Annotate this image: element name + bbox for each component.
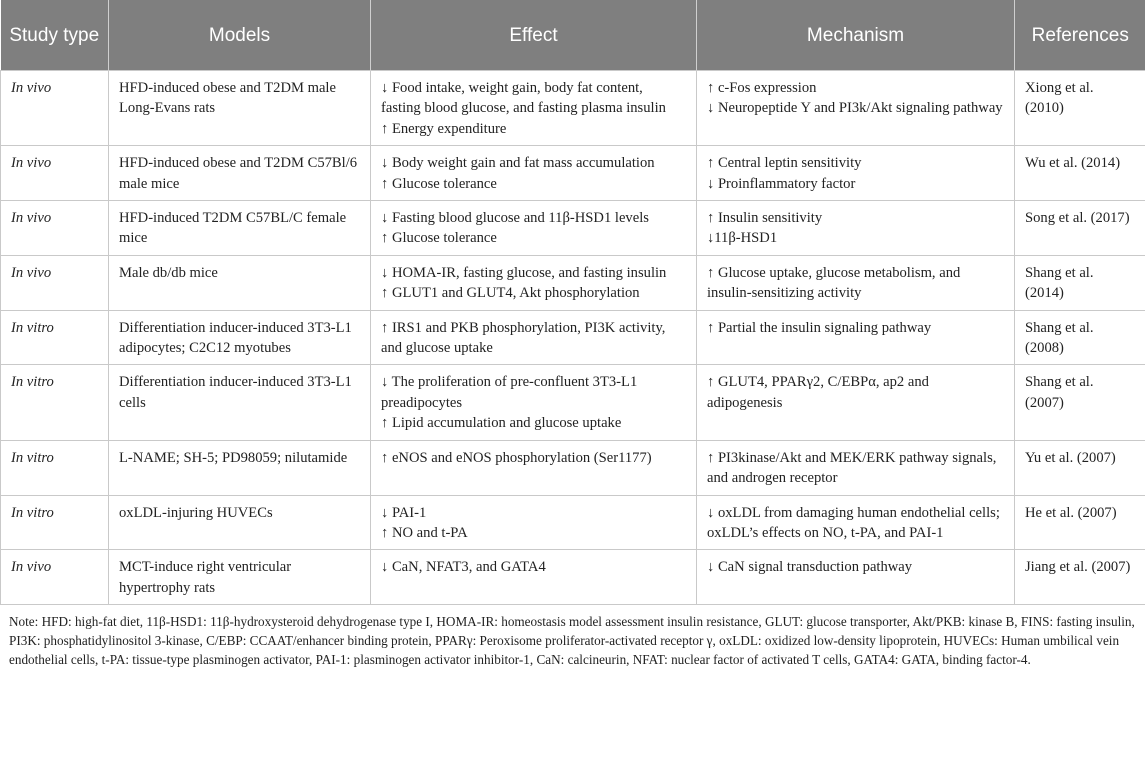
table-row <box>1 440 1145 495</box>
effect-line: ↓ Body weight gain and fat mass accumulation <box>381 155 655 172</box>
effect-line: ↑ Glucose tolerance <box>381 175 497 192</box>
mechanism-cell <box>697 255 1015 310</box>
effect-cell <box>371 365 697 440</box>
header-mechanism: Mechanism <box>697 0 1015 71</box>
reference-cell: Xiong et al. (2010) <box>1015 71 1145 146</box>
effect-line: ↑ Lipid accumulation and glucose uptake <box>381 415 622 432</box>
model-cell: oxLDL-injuring HUVECs <box>109 495 371 550</box>
table-row <box>1 71 1145 146</box>
table-row <box>1 495 1145 550</box>
reference-cell: Shang et al. (2008) <box>1015 310 1145 365</box>
mechanism-line: ↓11β-HSD1 <box>707 230 778 247</box>
table-row <box>1 255 1145 310</box>
mechanism-line: ↓ CaN signal transduction pathway <box>707 559 913 576</box>
model-cell: MCT-induce right ventricular hypertrophy rats <box>109 550 371 605</box>
model-cell: HFD-induced T2DM C57BL/C female mice <box>109 201 371 256</box>
effect-cell <box>371 201 697 256</box>
study-type-cell: In vivo <box>1 201 109 256</box>
mechanism-cell <box>697 440 1015 495</box>
model-cell: HFD-induced obese and T2DM C57Bl/6 male mice <box>109 146 371 201</box>
mechanism-line: ↓ Neuropeptide Y and PI3k/Akt signaling pathway <box>707 100 1003 117</box>
reference-cell: He et al. (2007) <box>1015 495 1145 550</box>
mechanism-cell <box>697 495 1015 550</box>
study-type-cell: In vitro <box>1 495 109 550</box>
mechanism-cell <box>697 365 1015 440</box>
mechanism-line: ↓ oxLDL from damaging human endothelial cells; oxLDL’s effects on NO, t-PA, and PAI-1 <box>707 504 1000 541</box>
reference-cell: Song et al. (2017) <box>1015 201 1145 256</box>
study-type-cell: In vivo <box>1 146 109 201</box>
model-cell: HFD-induced obese and T2DM male Long-Evans rats <box>109 71 371 146</box>
mechanism-cell <box>697 201 1015 256</box>
mechanism-line: ↑ Partial the insulin signaling pathway <box>707 319 932 336</box>
mechanism-line: ↑ c-Fos expression <box>707 80 817 96</box>
reference-cell: Wu et al. (2014) <box>1015 146 1145 201</box>
reference-cell: Shang et al. (2014) <box>1015 255 1145 310</box>
reference-cell: Jiang et al. (2007) <box>1015 550 1145 605</box>
effect-line: ↑ NO and t-PA <box>381 524 468 541</box>
effect-cell <box>371 255 697 310</box>
table-row <box>1 146 1145 201</box>
effect-line: ↓ Fasting blood glucose and 11β-HSD1 levels <box>381 210 649 227</box>
effect-line: ↑ Glucose tolerance <box>381 230 497 247</box>
effect-cell <box>371 440 697 495</box>
header-effect: Effect <box>371 0 697 71</box>
model-cell: Differentiation inducer-induced 3T3-L1 adipocytes; C2C12 myotubes <box>109 310 371 365</box>
effect-line: ↓ CaN, NFAT3, and GATA4 <box>381 559 546 576</box>
mechanism-cell <box>697 550 1015 605</box>
study-type-cell: In vivo <box>1 71 109 146</box>
header-row <box>1 0 1145 71</box>
mechanism-line: ↓ Proinflammatory factor <box>707 175 856 192</box>
mechanism-line: ↑ Glucose uptake, glucose metabolism, and insulin-sensitizing activity <box>707 264 961 302</box>
table-row <box>1 365 1145 440</box>
mechanism-cell <box>697 146 1015 201</box>
reference-cell: Yu et al. (2007) <box>1015 440 1145 495</box>
mechanism-cell <box>697 310 1015 365</box>
study-type-cell: In vitro <box>1 440 109 495</box>
effect-line: ↑ GLUT1 and GLUT4, Akt phosphorylation <box>381 285 640 302</box>
effect-line: ↓ HOMA-IR, fasting glucose, and fasting insulin <box>381 264 667 281</box>
effect-line: ↑ eNOS and eNOS phosphorylation (Ser1177) <box>381 449 652 466</box>
study-type-cell: In vitro <box>1 310 109 365</box>
study-type-cell: In vivo <box>1 255 109 310</box>
effect-cell <box>371 71 697 146</box>
mechanism-line: ↑ GLUT4, PPARγ2, C/EBPα, ap2 and adipogenesis <box>707 374 929 411</box>
model-cell: Male db/db mice <box>109 255 371 310</box>
table-row <box>1 550 1145 605</box>
study-type-cell: In vitro <box>1 365 109 440</box>
effect-line: ↓ PAI-1 <box>381 504 427 521</box>
effect-cell <box>371 310 697 365</box>
effect-line: ↓ Food intake, weight gain, body fat content, fasting blood glucose, and fasting plasma insulin <box>381 80 666 117</box>
effect-cell <box>371 550 697 605</box>
header-study-type: Study type <box>1 0 109 71</box>
table-row <box>1 310 1145 365</box>
mechanism-line: ↑ PI3kinase/Akt and MEK/ERK pathway signals, and androgen receptor <box>707 449 997 487</box>
effect-cell <box>371 146 697 201</box>
table-note: Note: HFD: high-fat diet, 11β-HSD1: 11β-hydroxysteroid dehydrogenase type I, HOMA-IR: homeostasis model assessment insulin resistance, GLUT: glucose transporter, Akt/PKB: kinase B, FINS: fasting insulin, PI3K: phosphatidylinositol 3-kinase, C/EBP: CCAAT/enhancer binding protein, PPARγ: Peroxisome proliferator-activated receptor γ, oxLDL: oxidized low-density lipoprotein, HUVECs: Human umbilical vein endothelial cells, t-PA: tissue-type plasminogen activator, PAI-1: plasminogen activator inhibitor-1, CaN: calcineurin, NFAT: nuclear factor of activated T cells, GATA4: GATA, binding factor-4. <box>9 614 1135 668</box>
table-body <box>1 71 1145 605</box>
effect-line: ↑ IRS1 and PKB phosphorylation, PI3K activity, and glucose uptake <box>381 319 666 357</box>
reference-cell: Shang et al. (2007) <box>1015 365 1145 440</box>
study-type-cell: In vivo <box>1 550 109 605</box>
effect-line: ↑ Energy expenditure <box>381 120 507 137</box>
mechanism-line: ↑ Insulin sensitivity <box>707 210 823 227</box>
header-models: Models <box>109 0 371 71</box>
model-cell: Differentiation inducer-induced 3T3-L1 cells <box>109 365 371 440</box>
model-cell: L-NAME; SH-5; PD98059; nilutamide <box>109 440 371 495</box>
header-references: References <box>1015 0 1145 71</box>
effect-cell <box>371 495 697 550</box>
mechanism-line: ↑ Central leptin sensitivity <box>707 155 862 172</box>
mechanism-cell <box>697 71 1015 146</box>
effect-line: ↓ The proliferation of pre-confluent 3T3-L1 preadipocytes <box>381 374 638 411</box>
table-row <box>1 201 1145 256</box>
